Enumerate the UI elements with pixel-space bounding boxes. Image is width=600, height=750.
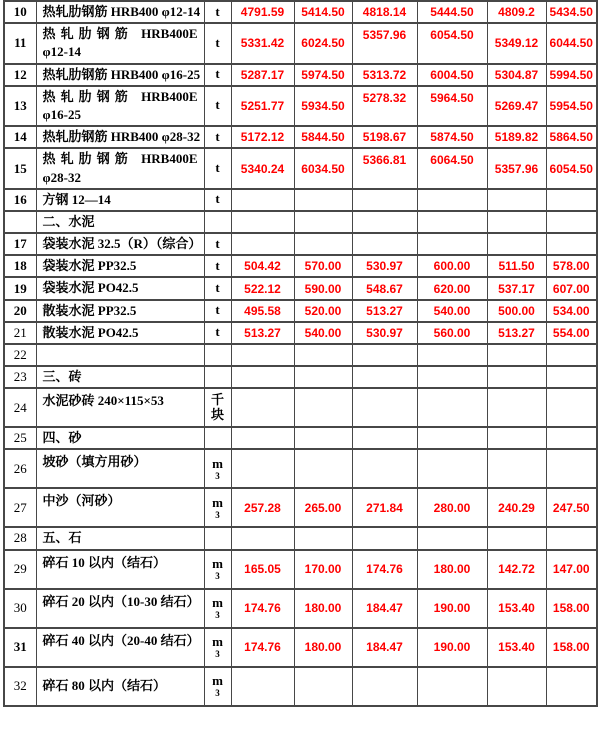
price-cell xyxy=(417,366,487,388)
row-number-cell: 15 xyxy=(4,148,36,188)
price-cell xyxy=(417,527,487,549)
unit-cell xyxy=(204,527,231,549)
row-number-cell: 29 xyxy=(4,550,36,589)
unit-cell xyxy=(204,628,231,667)
row-number-cell: 22 xyxy=(4,344,36,366)
price-cell: 6024.50 xyxy=(294,23,352,63)
price-cell: 6054.50 xyxy=(546,148,597,188)
price-cell xyxy=(231,667,294,706)
row-number-cell: 26 xyxy=(4,449,36,488)
price-cell: 530.97 xyxy=(352,255,417,277)
material-name-text: 散装水泥 PO42.5 xyxy=(42,324,139,340)
material-name-text: 热轧肋钢筋 HRB400E xyxy=(42,88,198,104)
price-cell xyxy=(231,527,294,549)
row-number-cell: 18 xyxy=(4,255,36,277)
price-cell xyxy=(487,427,546,449)
unit-cell xyxy=(204,550,231,589)
price-cell: 578.00 xyxy=(546,255,597,277)
price-cell: 6044.50 xyxy=(546,23,597,63)
price-cell xyxy=(294,449,352,488)
material-name-text: 坡砂（填方用砂） xyxy=(42,454,147,470)
material-name-cell xyxy=(36,550,204,589)
material-name-cell xyxy=(36,1,204,23)
price-cell: 620.00 xyxy=(417,277,487,299)
price-cell: 537.17 xyxy=(487,277,546,299)
price-cell xyxy=(417,344,487,366)
price-cell xyxy=(294,366,352,388)
price-cell: 5844.50 xyxy=(294,126,352,148)
material-price-table xyxy=(3,0,598,707)
price-cell: 153.40 xyxy=(487,628,546,667)
row-number-cell: 17 xyxy=(4,233,36,255)
material-name-text: 三、砖 xyxy=(42,369,82,384)
price-cell xyxy=(294,427,352,449)
material-name-text: 热轧肋钢筋 HRB400E xyxy=(42,26,198,42)
unit-text: m xyxy=(212,494,223,510)
unit-cell xyxy=(204,589,231,628)
section-row xyxy=(4,527,597,549)
material-name-cell xyxy=(36,300,204,322)
material-name-text: 热轧肋钢筋 HRB400E xyxy=(42,151,198,167)
price-cell xyxy=(417,427,487,449)
price-cell xyxy=(294,527,352,549)
price-cell: 153.40 xyxy=(487,589,546,628)
material-name-cell xyxy=(36,449,204,488)
price-cell: 4809.2 xyxy=(487,1,546,23)
material-name-cell xyxy=(36,628,204,667)
row-number-cell: 20 xyxy=(4,300,36,322)
unit-cell xyxy=(204,64,231,86)
price-cell xyxy=(352,667,417,706)
price-cell: 495.58 xyxy=(231,300,294,322)
price-cell: 6034.50 xyxy=(294,148,352,188)
unit-cell xyxy=(204,344,231,366)
material-name-text: 碎石 10 以内（结石） xyxy=(42,554,167,570)
price-cell xyxy=(487,388,546,427)
table-row xyxy=(4,64,597,86)
unit-cell xyxy=(204,1,231,23)
material-name-cell xyxy=(36,126,204,148)
material-name-cell xyxy=(36,23,204,63)
material-name-text: 方钢 12—14 xyxy=(42,191,111,207)
price-cell xyxy=(417,211,487,233)
price-cell xyxy=(294,189,352,211)
material-name-text: 碎石 40 以内（20-40 结石） xyxy=(42,632,200,648)
price-cell: 513.27 xyxy=(487,322,546,344)
price-cell: 5974.50 xyxy=(294,64,352,86)
price-cell: 600.00 xyxy=(417,255,487,277)
unit-text: m xyxy=(212,455,223,471)
price-cell: 165.05 xyxy=(231,550,294,589)
price-cell: 5172.12 xyxy=(231,126,294,148)
price-cell: 5278.32 xyxy=(352,86,417,126)
table-row xyxy=(4,189,597,211)
price-cell: 142.72 xyxy=(487,550,546,589)
table-row xyxy=(4,126,597,148)
price-cell xyxy=(546,449,597,488)
price-cell xyxy=(352,344,417,366)
price-cell xyxy=(231,233,294,255)
price-cell: 520.00 xyxy=(294,300,352,322)
price-cell: 5444.50 xyxy=(417,1,487,23)
table-row xyxy=(4,233,597,255)
row-number-cell: 32 xyxy=(4,667,36,706)
unit-cell xyxy=(204,488,231,527)
unit-cell xyxy=(204,148,231,188)
unit-text: t xyxy=(215,128,220,144)
row-number-cell: 11 xyxy=(4,23,36,63)
section-title-cell xyxy=(36,427,204,449)
unit-text: t xyxy=(215,191,220,207)
price-cell xyxy=(417,233,487,255)
row-number-cell: 10 xyxy=(4,1,36,23)
price-cell: 5414.50 xyxy=(294,1,352,23)
price-cell: 5269.47 xyxy=(487,86,546,126)
material-name-cell xyxy=(36,322,204,344)
price-cell: 5434.50 xyxy=(546,1,597,23)
price-cell: 5357.96 xyxy=(352,23,417,63)
price-cell: 5340.24 xyxy=(231,148,294,188)
unit-text: 3 xyxy=(215,610,220,621)
price-cell: 5357.96 xyxy=(487,148,546,188)
unit-text: t xyxy=(215,66,220,82)
price-cell xyxy=(231,366,294,388)
unit-cell xyxy=(204,233,231,255)
unit-text: t xyxy=(215,3,220,19)
table-row xyxy=(4,300,597,322)
price-cell: 257.28 xyxy=(231,488,294,527)
price-cell: 534.00 xyxy=(546,300,597,322)
unit-text: m xyxy=(212,673,223,689)
price-cell: 174.76 xyxy=(231,628,294,667)
table-row xyxy=(4,1,597,23)
material-name-cell xyxy=(36,86,204,126)
price-cell xyxy=(294,211,352,233)
price-cell: 607.00 xyxy=(546,277,597,299)
material-name-cell xyxy=(36,488,204,527)
price-cell: 180.00 xyxy=(294,628,352,667)
price-cell xyxy=(294,233,352,255)
price-cell: 5304.87 xyxy=(487,64,546,86)
price-cell: 590.00 xyxy=(294,277,352,299)
unit-cell xyxy=(204,366,231,388)
section-title-cell xyxy=(36,527,204,549)
material-name-text: 水泥砂砖 240×115×53 xyxy=(42,393,164,409)
unit-cell xyxy=(204,300,231,322)
row-number-cell: 19 xyxy=(4,277,36,299)
price-cell xyxy=(546,211,597,233)
price-cell xyxy=(487,211,546,233)
price-cell: 560.00 xyxy=(417,322,487,344)
price-cell: 548.67 xyxy=(352,277,417,299)
table-row xyxy=(4,255,597,277)
unit-text: m xyxy=(212,595,223,611)
price-cell: 158.00 xyxy=(546,628,597,667)
price-cell xyxy=(546,366,597,388)
price-cell: 271.84 xyxy=(352,488,417,527)
section-row xyxy=(4,211,597,233)
price-cell xyxy=(352,449,417,488)
price-cell: 540.00 xyxy=(417,300,487,322)
table-row xyxy=(4,449,597,488)
material-name-cell xyxy=(36,233,204,255)
unit-cell xyxy=(204,277,231,299)
price-cell: 6064.50 xyxy=(417,148,487,188)
price-cell: 6004.50 xyxy=(417,64,487,86)
table-row xyxy=(4,589,597,628)
material-name-text: 散装水泥 PP32.5 xyxy=(42,302,137,318)
unit-cell xyxy=(204,189,231,211)
unit-cell xyxy=(204,427,231,449)
material-name-cell xyxy=(36,277,204,299)
price-cell: 190.00 xyxy=(417,589,487,628)
price-cell: 5198.67 xyxy=(352,126,417,148)
table-row xyxy=(4,488,597,527)
row-number-cell: 31 xyxy=(4,628,36,667)
price-cell: 511.50 xyxy=(487,255,546,277)
price-cell xyxy=(487,233,546,255)
material-name-text: 热轧肋钢筋 HRB400 φ12-14 xyxy=(42,4,201,19)
table-row xyxy=(4,86,597,126)
price-cell xyxy=(487,366,546,388)
table-row xyxy=(4,23,597,63)
price-cell xyxy=(294,388,352,427)
material-name-cell xyxy=(36,344,204,366)
row-number-cell xyxy=(4,211,36,233)
price-cell: 5954.50 xyxy=(546,86,597,126)
unit-cell xyxy=(204,126,231,148)
price-cell: 147.00 xyxy=(546,550,597,589)
material-name-text: 四、砂 xyxy=(42,430,82,446)
price-cell: 5349.12 xyxy=(487,23,546,63)
unit-cell xyxy=(204,667,231,706)
unit-cell xyxy=(204,322,231,344)
material-name-cell xyxy=(36,667,204,706)
table-row xyxy=(4,550,597,589)
material-name-text: 袋装水泥 PP32.5 xyxy=(42,258,137,274)
material-name-cell xyxy=(36,255,204,277)
price-cell: 265.00 xyxy=(294,488,352,527)
row-number-cell: 13 xyxy=(4,86,36,126)
price-cell: 5864.50 xyxy=(546,126,597,148)
unit-cell xyxy=(204,449,231,488)
price-cell xyxy=(352,366,417,388)
price-cell xyxy=(231,211,294,233)
unit-cell xyxy=(204,211,231,233)
row-number-cell: 27 xyxy=(4,488,36,527)
price-cell xyxy=(546,667,597,706)
price-cell: 570.00 xyxy=(294,255,352,277)
price-cell xyxy=(487,527,546,549)
unit-text: t xyxy=(215,257,220,273)
price-cell xyxy=(352,427,417,449)
unit-text: t xyxy=(215,280,220,296)
price-cell xyxy=(352,527,417,549)
material-name-text: 碎石 20 以内（10-30 结石） xyxy=(42,593,200,609)
price-cell: 184.47 xyxy=(352,628,417,667)
price-cell xyxy=(231,449,294,488)
price-cell: 500.00 xyxy=(487,300,546,322)
table-row xyxy=(4,277,597,299)
table-row xyxy=(4,388,597,427)
price-cell: 240.29 xyxy=(487,488,546,527)
material-name-text: 热轧肋钢筋 HRB400 φ16-25 xyxy=(42,66,201,82)
material-name-text: 袋装水泥 32.5（R）（综合） xyxy=(42,236,202,252)
unit-text: m xyxy=(212,556,223,572)
price-cell xyxy=(417,388,487,427)
unit-text: 3 xyxy=(215,571,220,582)
row-number-cell: 12 xyxy=(4,64,36,86)
price-cell xyxy=(231,189,294,211)
unit-text: t xyxy=(215,160,220,176)
price-cell xyxy=(546,388,597,427)
price-cell xyxy=(546,427,597,449)
price-cell: 174.76 xyxy=(352,550,417,589)
price-cell: 540.00 xyxy=(294,322,352,344)
price-cell: 5331.42 xyxy=(231,23,294,63)
price-cell: 513.27 xyxy=(352,300,417,322)
price-cell xyxy=(352,388,417,427)
price-cell xyxy=(294,667,352,706)
price-cell: 554.00 xyxy=(546,322,597,344)
unit-text: 块 xyxy=(210,406,224,422)
material-name-text: 碎石 80 以内（结石） xyxy=(42,677,167,693)
price-cell: 170.00 xyxy=(294,550,352,589)
price-cell: 5287.17 xyxy=(231,64,294,86)
unit-cell xyxy=(204,23,231,63)
price-cell: 180.00 xyxy=(417,550,487,589)
price-cell: 247.50 xyxy=(546,488,597,527)
unit-text: m xyxy=(212,634,223,650)
row-number-cell: 14 xyxy=(4,126,36,148)
table-body xyxy=(4,1,597,706)
row-number-cell: 21 xyxy=(4,322,36,344)
price-cell: 5994.50 xyxy=(546,64,597,86)
price-cell: 184.47 xyxy=(352,589,417,628)
price-cell xyxy=(546,189,597,211)
unit-cell xyxy=(204,86,231,126)
material-name-text: 热轧肋钢筋 HRB400 φ28-32 xyxy=(42,129,201,145)
price-cell xyxy=(294,344,352,366)
price-cell: 190.00 xyxy=(417,628,487,667)
table-row xyxy=(4,344,597,366)
unit-cell xyxy=(204,255,231,277)
row-number-cell: 28 xyxy=(4,527,36,549)
table-row xyxy=(4,322,597,344)
material-name-cell xyxy=(36,189,204,211)
price-cell xyxy=(546,344,597,366)
material-name-cell xyxy=(36,64,204,86)
section-row xyxy=(4,427,597,449)
material-name-text: φ28-32 xyxy=(42,169,81,185)
price-cell: 504.42 xyxy=(231,255,294,277)
price-cell: 174.76 xyxy=(231,589,294,628)
table-row xyxy=(4,148,597,188)
unit-text: 3 xyxy=(215,649,220,660)
material-name-text: 二、水泥 xyxy=(42,213,95,229)
row-number-cell: 25 xyxy=(4,427,36,449)
price-cell xyxy=(546,527,597,549)
price-cell xyxy=(352,211,417,233)
price-cell: 5313.72 xyxy=(352,64,417,86)
price-cell: 5251.77 xyxy=(231,86,294,126)
unit-text: 3 xyxy=(215,688,220,699)
table-row xyxy=(4,667,597,706)
material-name-cell xyxy=(36,589,204,628)
price-cell xyxy=(417,449,487,488)
price-cell: 522.12 xyxy=(231,277,294,299)
material-name-cell xyxy=(36,148,204,188)
price-cell xyxy=(487,344,546,366)
material-name-text: 中沙（河砂） xyxy=(42,493,121,509)
price-cell: 4818.14 xyxy=(352,1,417,23)
section-title-cell xyxy=(36,366,204,388)
material-name-text: 五、石 xyxy=(42,530,82,546)
price-cell: 5964.50 xyxy=(417,86,487,126)
price-cell: 280.00 xyxy=(417,488,487,527)
material-name-cell xyxy=(36,388,204,427)
unit-text: t xyxy=(215,97,220,113)
unit-text: t xyxy=(215,34,220,50)
price-cell: 5189.82 xyxy=(487,126,546,148)
price-cell xyxy=(487,667,546,706)
unit-text: 3 xyxy=(215,470,220,481)
section-title-cell xyxy=(36,211,204,233)
unit-cell xyxy=(204,388,231,427)
price-cell xyxy=(231,388,294,427)
row-number-cell: 30 xyxy=(4,589,36,628)
table-row xyxy=(4,628,597,667)
price-cell xyxy=(546,233,597,255)
price-cell xyxy=(487,449,546,488)
unit-text: 千 xyxy=(210,391,224,407)
price-cell: 158.00 xyxy=(546,589,597,628)
price-cell: 530.97 xyxy=(352,322,417,344)
price-cell: 5934.50 xyxy=(294,86,352,126)
price-cell: 5366.81 xyxy=(352,148,417,188)
material-name-text: 袋装水泥 PO42.5 xyxy=(42,280,139,296)
price-cell xyxy=(417,189,487,211)
unit-text: t xyxy=(215,302,220,318)
price-cell: 4791.59 xyxy=(231,1,294,23)
row-number-cell: 23 xyxy=(4,366,36,388)
section-row xyxy=(4,366,597,388)
unit-text: t xyxy=(215,235,220,251)
price-cell xyxy=(352,233,417,255)
row-number-cell: 24 xyxy=(4,388,36,427)
price-cell: 513.27 xyxy=(231,322,294,344)
material-name-text: φ12-14 xyxy=(42,44,81,60)
price-cell xyxy=(417,667,487,706)
price-cell: 5874.50 xyxy=(417,126,487,148)
unit-text: t xyxy=(215,324,220,340)
row-number-cell: 16 xyxy=(4,189,36,211)
price-cell: 6054.50 xyxy=(417,23,487,63)
unit-text: 3 xyxy=(215,509,220,520)
price-cell xyxy=(352,189,417,211)
price-cell: 180.00 xyxy=(294,589,352,628)
price-cell xyxy=(487,189,546,211)
price-cell xyxy=(231,344,294,366)
price-cell xyxy=(231,427,294,449)
material-name-text: φ16-25 xyxy=(42,106,81,122)
